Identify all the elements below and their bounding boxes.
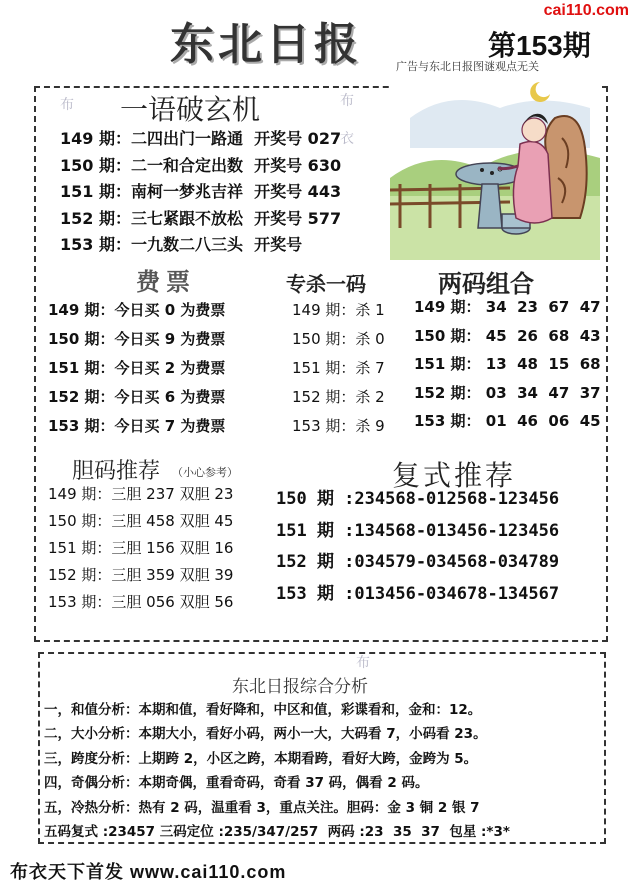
riddle-line: 153 期：一九数二八三头 开奖号	[60, 235, 303, 254]
riddle-line: 151 期：南柯一梦兆吉祥 开奖号 443	[60, 182, 342, 201]
disclaimer: 广告与东北日报图谜观点无关	[396, 60, 539, 73]
list-item: 152 期：今日买 6 为费票	[48, 388, 226, 406]
list-item: 151 期：杀 7	[292, 359, 385, 377]
list-item: 151 期：三胆 156 双胆 16	[48, 539, 234, 557]
list-item: 一，和值分析：本期和值，看好降和，中区和值，彩谍看和，金和：12。	[44, 702, 482, 718]
list-item: 151 期：今日买 2 为费票	[48, 359, 226, 377]
watermark-glyph: 布	[340, 93, 354, 109]
list-item: 153 期：杀 9	[292, 417, 385, 435]
list-item: 150 期 :234568-012568-123456	[276, 489, 560, 509]
list-item: 五，冷热分析：热有 2 码，温重看 3，重点关注。胆码：金 3 铜 2 银 7	[44, 799, 480, 816]
watermark-glyph: 布	[356, 655, 370, 671]
kill-one-list	[292, 296, 385, 441]
riddle-line: 149 期：二四出门一路通 开奖号 027	[60, 129, 342, 148]
site-url[interactable]: cai110.com	[543, 2, 629, 19]
watermark-glyph: 衣	[340, 131, 354, 147]
masthead-title: 东北日报	[170, 19, 362, 70]
list-item: 150 期： 45 26 68 43	[414, 326, 601, 345]
list-item: 三，跨度分析：上期跨 2，小区之跨，本期看跨，看好大跨，金跨为 5。	[44, 750, 478, 767]
list-item: 四，奇偶分析：本期奇偶，重看奇码，奇看 37 码，偶看 2 码。	[44, 775, 429, 792]
two-code-title: 两码组合	[438, 269, 534, 298]
illustration-lady-at-table	[390, 78, 600, 260]
list-item: 151 期： 13 48 15 68	[414, 355, 601, 373]
list-item: 152 期 :034579-034568-034789	[276, 552, 560, 572]
list-item: 152 期：三胆 359 双胆 39	[48, 566, 234, 584]
compound-list	[276, 484, 559, 610]
footer-text[interactable]: 布衣天下首发 www.cai110.com	[10, 862, 287, 882]
list-item: 150 期：三胆 458 双胆 45	[48, 512, 234, 530]
analysis-title: 东北日报综合分析	[232, 677, 368, 697]
riddle-title: 一语破玄机	[120, 93, 261, 126]
riddle-line: 150 期：二一和合定出数 开奖号 630	[60, 155, 342, 175]
dan-title: 胆码推荐	[72, 459, 161, 484]
list-item: 152 期：杀 2	[292, 388, 385, 406]
list-item: 153 期：今日买 7 为费票	[48, 417, 226, 435]
list-item: 151 期 :134568-013456-123456	[276, 520, 560, 541]
list-item: 五码复式 :23457 三码定位 :235/347/257 两码 :23 35 37 包星 :*3*	[44, 823, 510, 840]
list-item: 149 期： 34 23 67 47	[414, 298, 601, 316]
analysis-list	[44, 698, 510, 844]
list-item: 150 期：杀 0	[292, 330, 385, 348]
watermark-glyph: 布	[60, 97, 74, 113]
free-ticket-list	[48, 296, 225, 441]
list-item: 149 期：三胆 237 双胆 23	[48, 485, 234, 503]
list-item: 152 期： 03 34 47 37	[414, 383, 601, 402]
list-item: 153 期：三胆 056 双胆 56	[48, 593, 234, 611]
list-item: 149 期：杀 1	[292, 301, 385, 319]
riddle-list	[60, 126, 341, 259]
dan-list	[48, 481, 233, 616]
two-code-list	[414, 293, 601, 436]
kill-one-title: 专杀一码	[286, 272, 366, 296]
dan-subtitle: （小心参考）	[172, 466, 238, 479]
list-item: 二，大小分析：本期大小，看好小码，两小一大，大码看 7，小码看 23。	[44, 726, 487, 743]
list-item: 153 期 :013456-034678-134567	[276, 583, 560, 604]
free-ticket-title: 费票	[136, 267, 196, 296]
list-item: 153 期： 01 46 06 45	[414, 412, 601, 430]
compound-title: 复式推荐	[392, 459, 517, 492]
issue-number: 第153期	[488, 30, 591, 61]
list-item: 150 期：今日买 9 为费票	[48, 330, 226, 348]
list-item: 149 期：今日买 0 为费票	[48, 301, 226, 319]
riddle-line: 152 期：三七紧跟不放松 开奖号 577	[60, 208, 342, 228]
